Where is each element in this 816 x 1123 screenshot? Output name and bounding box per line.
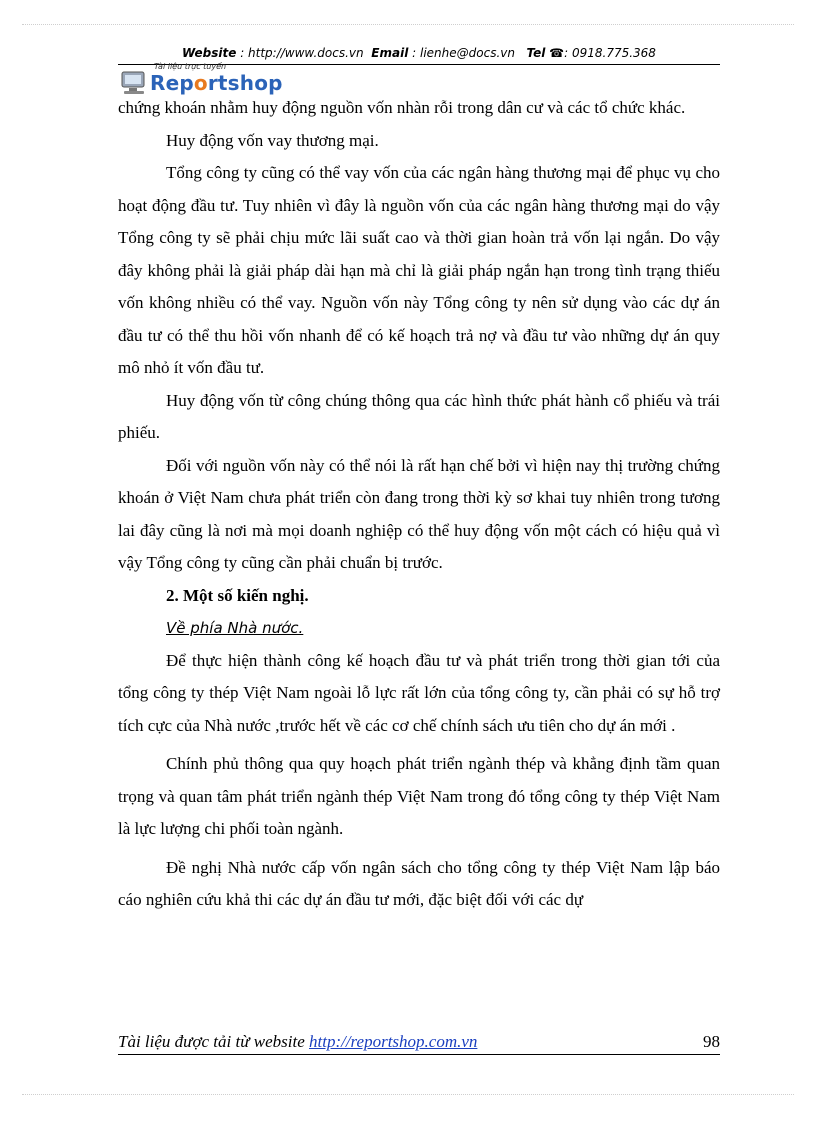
footer-link[interactable]: http://reportshop.com.vn — [309, 1032, 478, 1051]
section-heading: 2. Một số kiến nghị. — [166, 585, 309, 605]
phone-icon: ☎ — [549, 46, 565, 60]
website-label: Website — [182, 46, 237, 60]
document-body — [118, 92, 720, 917]
paragraph-2: Huy động vốn vay thương mại. — [166, 130, 379, 150]
subheading-wrap — [118, 612, 720, 645]
email-label: Email — [371, 46, 409, 60]
page-border-top — [22, 24, 794, 25]
page-number: 98 — [703, 1032, 720, 1051]
tel-label: Tel — [526, 46, 546, 60]
paragraph-4: Huy động vốn từ công chúng thông qua các hình thức phát hành cổ phiếu và trái phiếu. — [118, 390, 720, 442]
website-value: : http://www.docs.vn — [240, 46, 364, 60]
paragraph-8: Đề nghị Nhà nước cấp vốn ngân sách cho tổng công ty thép Việt Nam lập báo cáo nghiên cứu khả thi các dự án đầu tư mới, đặc biệt đối với các dự — [118, 857, 720, 909]
tel-value: : 0918.775.368 — [564, 46, 656, 60]
paragraph-3: Tổng công ty cũng có thể vay vốn của các ngân hàng thương mại để phục vụ cho hoạt động đầu tư. Tuy nhiên vì đây là nguồn vốn của các ngân hàng thương mại do vậy Tổng công ty sẽ phải chịu mức lãi suất cao và thời gian hoàn trả vốn lại ngắn. Do vậy đây không phải là giải pháp dài hạn mà chỉ là giải pháp ngắn hạn trong tình trạng thiếu vốn không nhiều có thể vay. Nguồn vốn này Tổng công ty nên sử dụng vào các dự án đầu tư có thể thu hồi vốn nhanh để có kế hoạch trả nợ và đầu tư vào những dự án quy mô nhỏ ít vốn đầu tư. — [118, 163, 720, 377]
page-border-bottom — [22, 1094, 794, 1095]
logo-tagline: Tài liệu trực tuyến — [154, 62, 227, 71]
paragraph-1: chứng khoán nhằm huy động nguồn vốn nhàn rỗi trong dân cư và các tổ chức khác. — [118, 98, 686, 117]
footer-text: Tài liệu được tải từ website — [118, 1032, 309, 1051]
paragraph-5: Đối với nguồn vốn này có thể nói là rất hạn chế bởi vì hiện nay thị trường chứng khoán ở Việt Nam chưa phát triển còn đang trong thời kỳ sơ khai tuy nhiên trong tương lai đây cũng là nơi mà mọi doanh nghiệp có thể huy động vốn một cách có hiệu quả vì vậy Tổng công ty cũng cần phải chuẩn bị trước. — [118, 455, 720, 572]
logo-brand: Reportshop — [150, 71, 283, 95]
subheading: Về phía Nhà nước. — [166, 619, 304, 637]
paragraph-7: Chính phủ thông qua quy hoạch phát triển ngành thép và khẳng định tầm quan trọng và quan tâm phát triển ngành thép Việt Nam trong đó tổng công ty thép Việt Nam là lực lượng chi phối toàn ngành. — [118, 754, 720, 838]
email-value: : lienhe@docs.vn — [412, 46, 515, 60]
page-footer — [118, 1032, 720, 1055]
paragraph-6: Để thực hiện thành công kế hoạch đầu tư và phát triển trong thời gian tới của tổng công ty thép Việt Nam ngoài lỗ lực rất lớn của tổng công ty, cần phải có sự hỗ trợ tích cực của Nhà nước ,trước hết về các cơ chế chính sách ưu tiên cho dự án mới . — [118, 650, 720, 735]
